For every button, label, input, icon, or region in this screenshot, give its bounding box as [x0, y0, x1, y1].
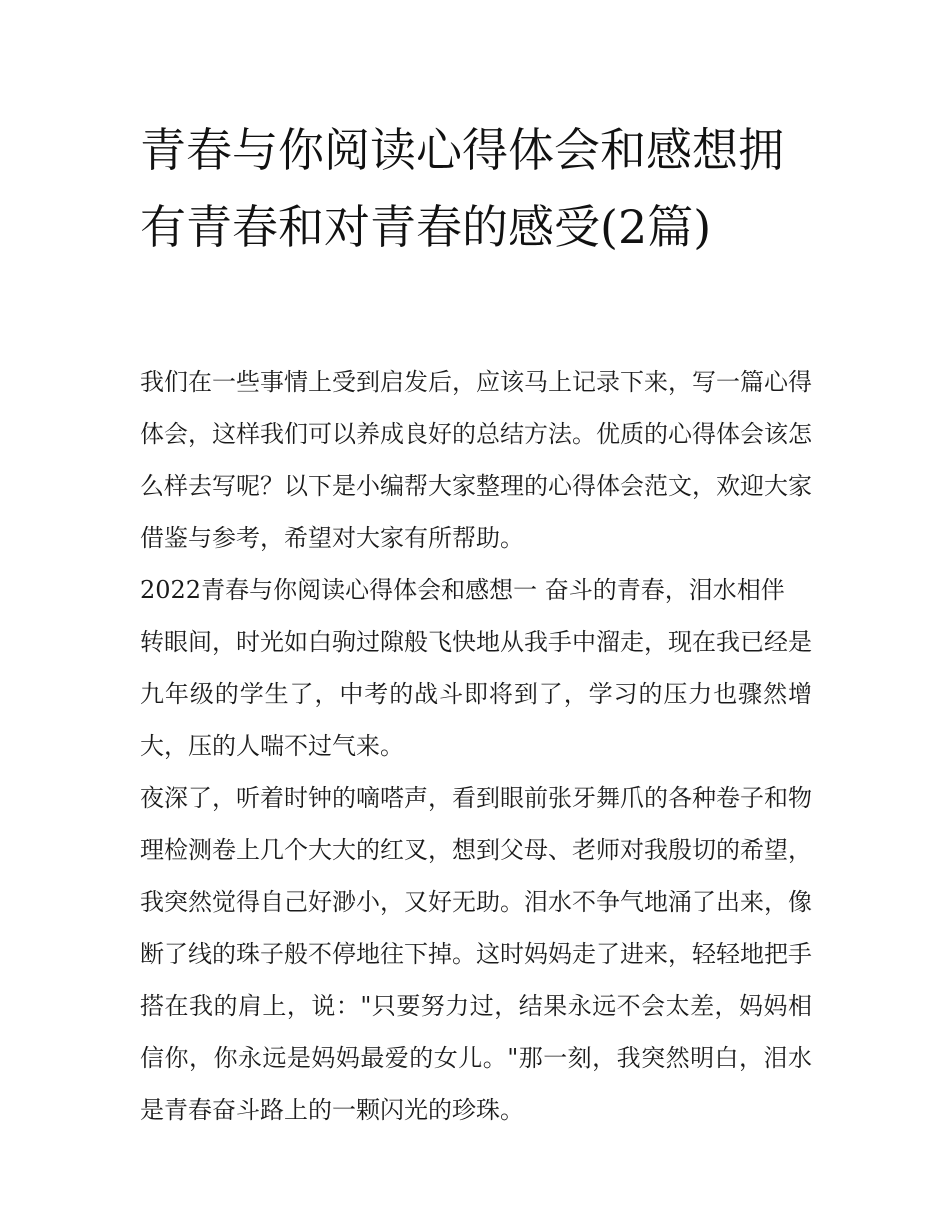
paragraph-body-1: 转眼间，时光如白驹过隙般飞快地从我手中溜走，现在我已经是九年级的学生了，中考的战斗即将到了，学习的压力也骤然增大，压的人喘不过气来。: [140, 628, 812, 760]
paragraph-section-heading: 2022青春与你阅读心得体会和感想一 奋斗的青春，泪水相伴: [140, 576, 785, 604]
paragraph-body-2: 夜深了，听着时钟的嘀嗒声，看到眼前张牙舞爪的各种卷子和物理检测卷上几个大大的红叉，想到父母、老师对我殷切的希望，我突然觉得自己好渺小，又好无助。泪水不争气地涌了出来，像断了线的珠子般不停地往下掉。这时妈妈走了进来，轻轻地把手搭在我的肩上，说："只要努力过，结果永远不会太差，妈妈相信你，你永远是妈妈最爱的女儿。"那一刻，我突然明白，泪水是青春奋斗路上的一颗闪光的珍珠。: [140, 784, 812, 1124]
paragraph-intro: 我们在一些事情上受到启发后，应该马上记录下来，写一篇心得体会，这样我们可以养成良好的总结方法。优质的心得体会该怎么样去写呢？以下是小编帮大家整理的心得体会范文，欢迎大家借鉴与参考，希望对大家有所帮助。: [140, 368, 812, 552]
document-title: 青春与你阅读心得体会和感想拥有青春和对青春的感受(2篇): [140, 123, 784, 254]
document-body: [140, 356, 812, 1136]
